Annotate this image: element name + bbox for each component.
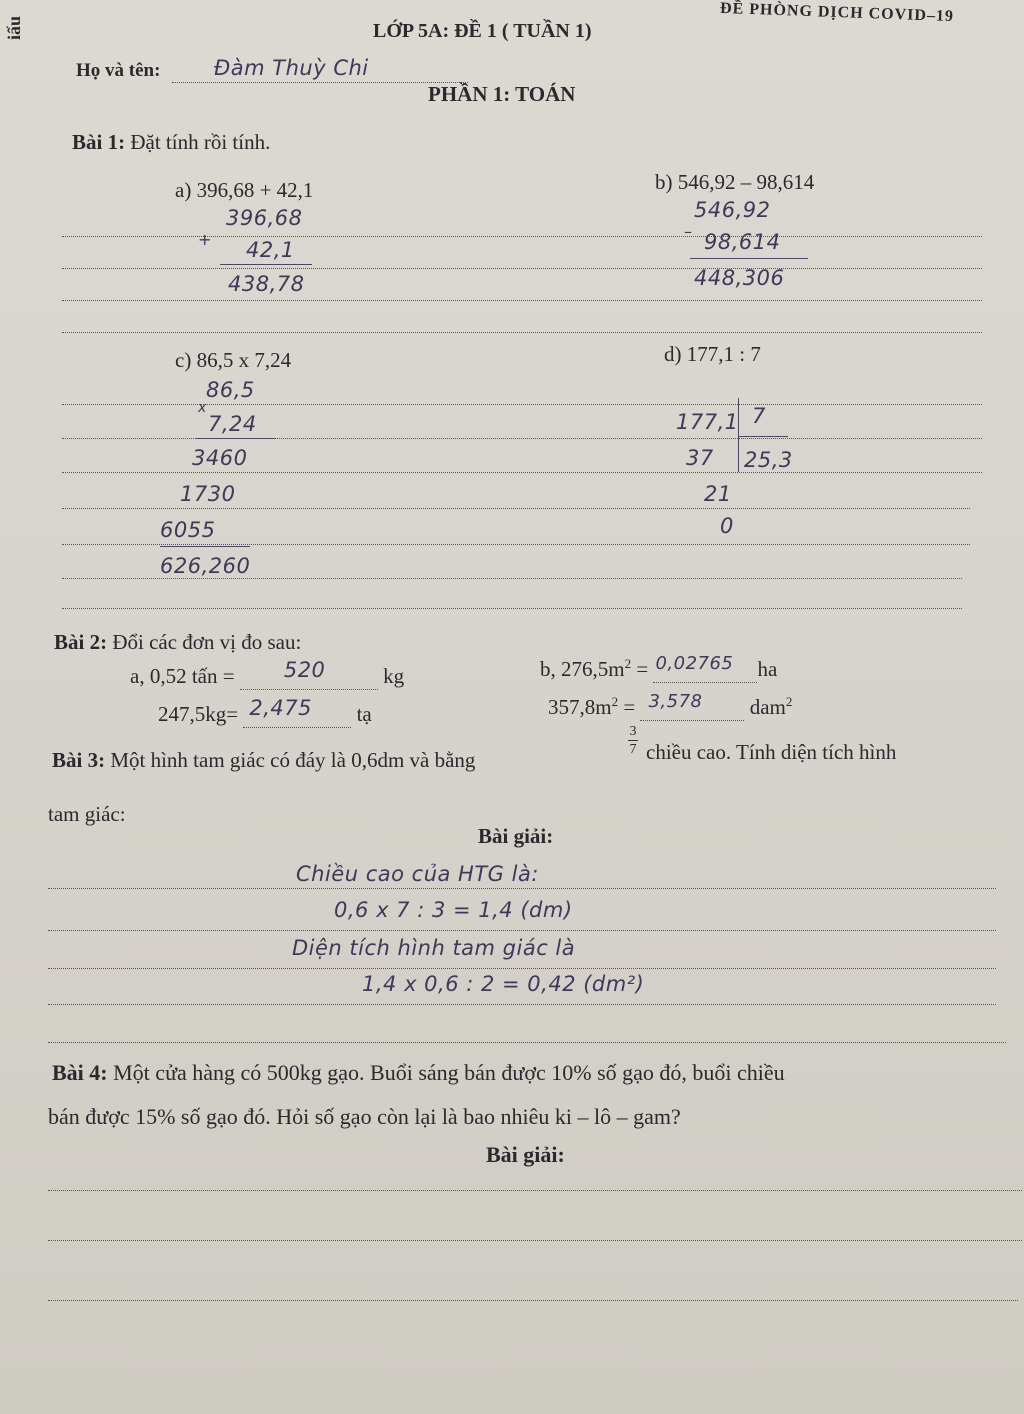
rule-line	[48, 1042, 1006, 1043]
class-title: LỚP 5A: ĐỀ 1 ( TUẦN 1)	[373, 20, 592, 42]
bai1-a-label: a) 396,68 + 42,1	[175, 178, 314, 202]
d-work-hbar	[738, 436, 788, 437]
bai3-text1: Bài 3: Một hình tam giác có đáy là 0,6dm và bằng	[52, 748, 476, 772]
a-work-rule	[220, 264, 312, 265]
a-work-result: 438,78	[228, 272, 305, 296]
rule-line	[62, 300, 982, 301]
bai3-line2: 0,6 x 7 : 3 = 1,4 (dm)	[334, 898, 573, 922]
b-work-rule	[690, 258, 808, 259]
corner-text: iấu	[4, 15, 24, 40]
bai2-a1-answer: 520	[283, 658, 326, 682]
rule-line	[62, 544, 970, 545]
bai3-line3: Diện tích hình tam giác là	[292, 936, 576, 960]
c-work-p1: 3460	[192, 446, 248, 470]
d-work-divisor: 7	[752, 404, 766, 428]
rule-line	[48, 930, 996, 931]
c-work-rule2	[160, 546, 250, 547]
name-label: Họ và tên:	[76, 60, 161, 81]
bai2-b1: b, $276,5m^2$ = 0,02765 ha	[540, 653, 778, 681]
bai3-text3: tam giác:	[48, 802, 126, 826]
a-work-sign: +	[198, 230, 212, 249]
bai2-a1: a, 0,52 tấn = 520 kg	[130, 658, 405, 688]
bai4-text1: Bài 4: Một cửa hàng có 500kg gạo. Buổi sáng bán được 10% số gạo đó, buổi chiều	[52, 1060, 785, 1085]
bai2-title: Bài 2: Đổi các đơn vị đo sau:	[54, 630, 302, 654]
b-work-line2: 98,614	[704, 230, 781, 254]
bai4-solution-title: Bài giải:	[486, 1142, 565, 1167]
student-name: Đàm Thuỳ Chi	[214, 56, 369, 80]
bai1-c-label: c) 86,5 x 7,24	[175, 348, 292, 372]
bai3-text2: chiều cao. Tính diện tích hình	[646, 740, 897, 764]
b-work-result: 448,306	[694, 266, 785, 290]
bai2-b2-answer: 3,578	[648, 691, 703, 712]
d-work-r2: 21	[704, 482, 732, 506]
a-work-line2: 42,1	[246, 238, 295, 262]
bai2-b2: $357,8m^2$ = 3,578 dam$^2$	[548, 691, 793, 719]
bai2-b1-answer: 0,02765	[655, 653, 734, 674]
rule-line	[48, 1300, 1018, 1301]
b-work-sign: –	[684, 222, 693, 241]
bai2-a2: 247,5kg= 2,475 tạ	[158, 696, 372, 726]
bai3-line4: 1,4 x 0,6 : 2 = 0,42 (dm²)	[362, 972, 645, 996]
bai3-solution-title: Bài giải:	[478, 824, 554, 848]
rule-line	[62, 578, 962, 579]
bai2-a2-answer: 2,475	[249, 696, 312, 720]
rule-line	[48, 1240, 1022, 1241]
d-work-quotient: 25,3	[744, 448, 793, 472]
d-work-r1: 37	[686, 446, 714, 470]
d-work-dividend: 177,1	[676, 410, 739, 434]
c-work-p3: 6055	[160, 518, 216, 542]
bai3-line1: Chiều cao của HTG là:	[296, 862, 539, 886]
rule-line	[48, 1004, 996, 1005]
rule-line	[48, 1190, 1022, 1191]
rule-line	[62, 608, 962, 609]
b-work-line1: 546,92	[694, 198, 771, 222]
rule-line	[62, 472, 982, 473]
bai4-text2: bán được 15% số gạo đó. Hỏi số gạo còn lại là bao nhiêu ki – lô – gam?	[48, 1104, 681, 1129]
header-top-right: ĐỀ PHÒNG DỊCH COVID–19	[719, 0, 955, 26]
c-work-line2: 7,24	[208, 412, 257, 436]
c-work-result: 626,260	[160, 554, 251, 578]
rule-line	[62, 268, 982, 269]
d-work-r3: 0	[720, 514, 734, 538]
a-work-line1: 396,68	[226, 206, 303, 230]
part-title: PHẦN 1: TOÁN	[428, 82, 576, 106]
bai1-d-label: d) 177,1 : 7	[664, 342, 761, 366]
c-work-line1: 86,5	[206, 378, 255, 402]
d-work-vbar	[738, 398, 739, 472]
name-line	[172, 82, 468, 83]
bai1-b-label: b) 546,92 – 98,614	[655, 170, 815, 194]
bai1-title: Bài 1: Đặt tính rồi tính.	[72, 130, 271, 154]
rule-line	[62, 508, 970, 509]
c-work-rule1	[196, 438, 276, 439]
rule-line	[62, 332, 982, 333]
c-work-sign: x	[198, 400, 207, 416]
rule-line	[48, 968, 996, 969]
rule-line	[48, 888, 996, 889]
bai3-fraction: 3 7	[629, 724, 637, 757]
c-work-p2: 1730	[180, 482, 236, 506]
